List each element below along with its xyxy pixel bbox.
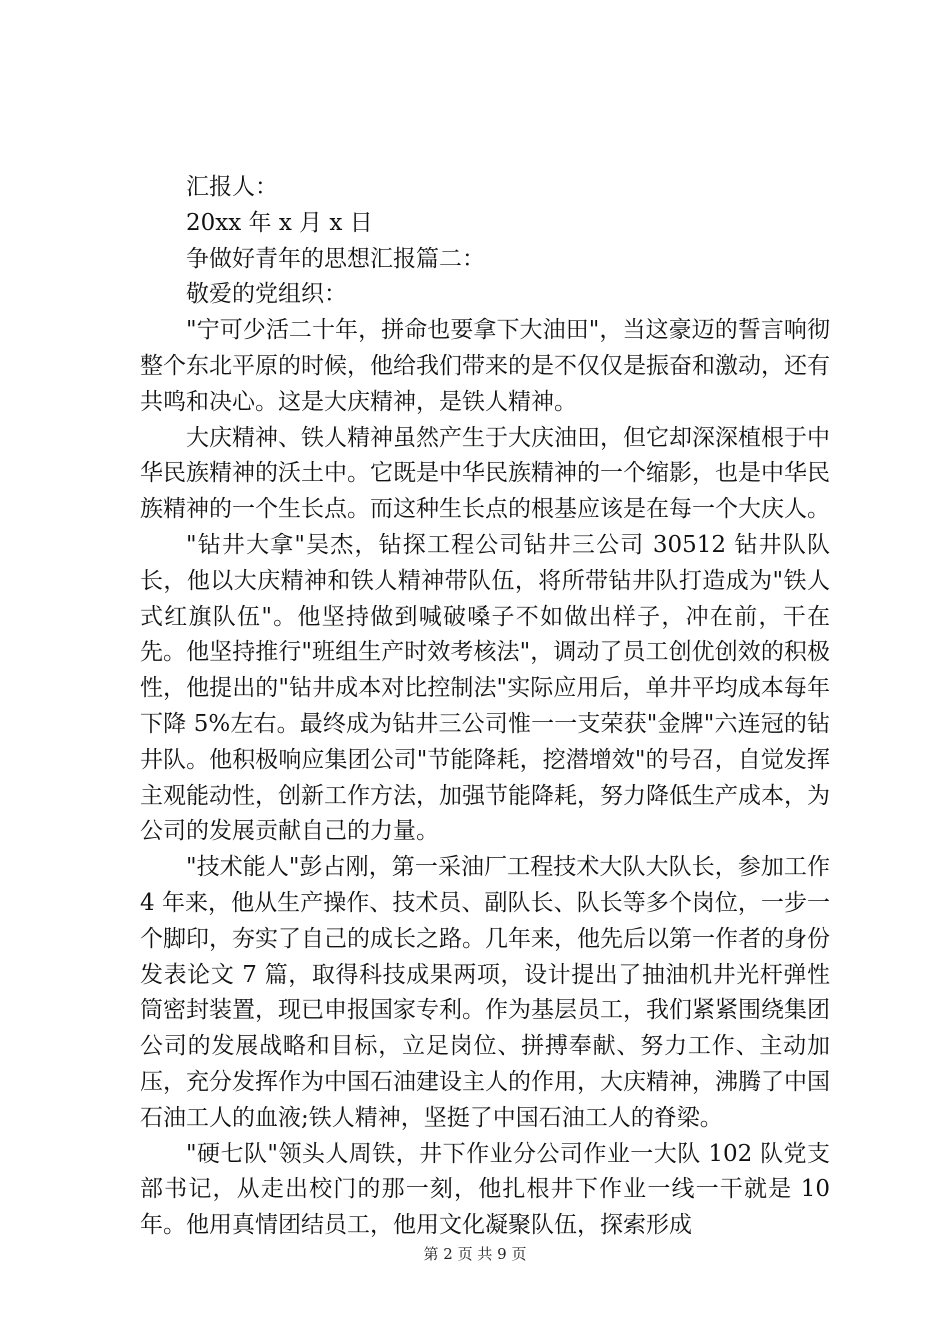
- page-footer: 第 2 页 共 9 页: [423, 1245, 527, 1263]
- body-paragraph: "宁可少活二十年，拼命也要拿下大油田"，当这豪迈的誓言响彻整个东北平原的时候，他给我们带来的是不仅仅是振奋和激动，还有共鸣和决心。这是大庆精神，是铁人精神。: [140, 317, 830, 415]
- salutation: 敬爱的党组织：: [186, 281, 347, 308]
- date-line: 20xx 年 x 月 x 日: [186, 209, 373, 236]
- section-title: 争做好青年的思想汇报篇二：: [186, 245, 485, 272]
- body-paragraph: "技术能人"彭占刚，第一采油厂工程技术大队大队长，参加工作 4 年来，他从生产操作、技术员、副队长、队长等多个岗位，一步一个脚印，夯实了自己的成长之路。几年来，他先后以第一作者的身份发表论文 7 篇，取得科技成果两项，设计提出了抽油机井光杆弹性筒密封装置，现已申报国家专利。作为基层员工，我们紧紧围绕集团公司的发展战略和目标，立足岗位、拼搏奉献、努力工作、主动加压，充分发挥作为中国石油建设主人的作用，大庆精神，沸腾了中国石油工人的血液;铁人精神，坚挺了中国石油工人的脊梁。: [140, 854, 830, 1131]
- body-paragraph: 大庆精神、铁人精神虽然产生于大庆油田，但它却深深植根于中华民族精神的沃土中。它既是中华民族精神的一个缩影，也是中华民族精神的一个生长点。而这种生长点的根基应该是在每一个大庆人。: [140, 424, 830, 523]
- body-paragraph: "硬七队"领头人周铁，井下作业分公司作业一大队 102 队党支部书记，从走出校门的那一刻，他扎根井下作业一线一干就是 10 年。他用真情团结员工，他用文化凝聚队伍，探索形成: [140, 1140, 830, 1239]
- reporter-line: 汇报人：: [186, 174, 278, 200]
- body-paragraph: "钻井大拿"吴杰，钻探工程公司钻井三公司 30512 钻井队队长，他以大庆精神和铁人精神带队伍，将所带钻井队打造成为"铁人式红旗队伍"。他坚持做到喊破嗓子不如做出样子，冲在前，干在先。他坚持推行"班组生产时效考核法"，调动了员工创优创效的积极性，他提出的"钻井成本对比控制法"实际应用后，单井平均成本每年下降 5%左右。最终成为钻井三公司惟一一支荣获"金牌"六连冠的钻井队。他积极响应集团公司"节能降耗，挖潜增效"的号召，自觉发挥主观能动性，创新工作方法，加强节能降耗，努力降低生产成本，为公司的发展贡献自己的力量。: [140, 531, 830, 845]
- document-body: [140, 170, 830, 1244]
